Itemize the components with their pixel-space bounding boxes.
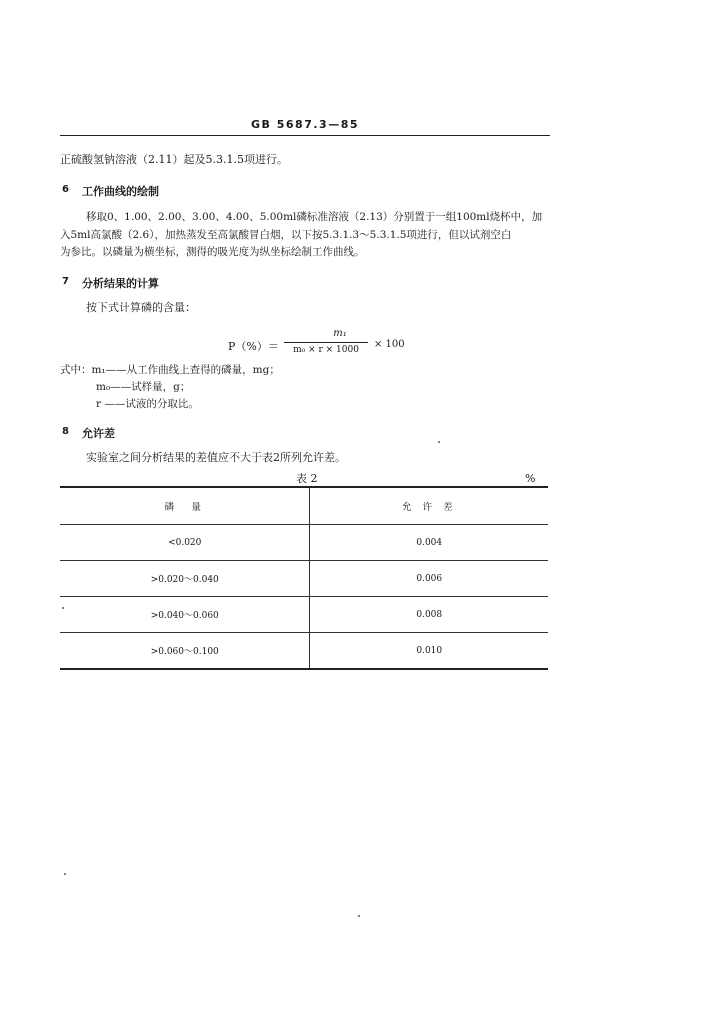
- formula-denominator: m₀ × r × 1000: [293, 345, 359, 355]
- section-8-intro: 实验室之间分析结果的差值应不大于表2所列允许差。: [86, 451, 346, 464]
- section-6-line-1: 移取0、1.00、2.00、3.00、4.00、5.00ml磷标准溶液（2.13）分别置于一组100ml烧杯中，加: [86, 211, 543, 223]
- section-6-line-3: 为参比。以磷量为横坐标，测得的吸光度为纵坐标绘制工作曲线。: [60, 246, 365, 258]
- scan-speck: [62, 607, 64, 609]
- table-row: [60, 633, 548, 670]
- cell-tolerance: 0.006: [310, 561, 548, 597]
- section-7-intro: 按下式计算磷的含量：: [86, 301, 196, 314]
- cell-tolerance: 0.004: [310, 525, 548, 561]
- section-7-title: 分析结果的计算: [82, 277, 159, 290]
- formula-numerator: m₁: [333, 328, 347, 339]
- section-7-number: 7: [62, 276, 69, 287]
- formula-fraction-bar: [284, 342, 368, 343]
- cell-tolerance: 0.008: [310, 597, 548, 633]
- table-row: [60, 561, 548, 597]
- header-rule: [60, 135, 550, 136]
- scan-speck: [358, 915, 360, 917]
- table-unit: %: [525, 472, 536, 485]
- table-caption: 表 2: [296, 472, 318, 485]
- table-row: [60, 525, 548, 561]
- cell-phosphorus-range: >0.040～0.060: [60, 597, 310, 633]
- scan-speck: [64, 873, 66, 875]
- cell-phosphorus-range: >0.020～0.040: [60, 561, 310, 597]
- definition-m0: m₀——试样量，g；: [96, 381, 191, 393]
- continuation-text: 正硫酸氢钠溶液（2.11）起及5.3.1.5项进行。: [60, 153, 288, 166]
- phosphorus-formula: [228, 328, 408, 362]
- tolerance-table: [60, 486, 548, 670]
- table-header-row: [60, 487, 548, 525]
- standard-code-header: GB 5687.3—85: [251, 118, 359, 131]
- cell-tolerance: 0.010: [310, 633, 548, 670]
- formula-rhs: × 100: [374, 339, 405, 350]
- section-6-title: 工作曲线的绘制: [82, 185, 159, 198]
- definition-m1: 式中：m₁——从工作曲线上查得的磷量，mg；: [60, 364, 280, 376]
- section-6-number: 6: [62, 184, 69, 195]
- section-8-number: 8: [62, 426, 69, 437]
- scan-speck: [438, 441, 440, 443]
- table-row: [60, 597, 548, 633]
- cell-phosphorus-range: <0.020: [60, 525, 310, 561]
- column-header-phosphorus: 磷 量: [60, 487, 310, 525]
- section-8-title: 允许差: [82, 427, 115, 440]
- column-header-tolerance: 允 许 差: [310, 487, 548, 525]
- formula-lhs: P（%）＝: [228, 340, 279, 353]
- section-6-line-2: 入5ml高氯酸（2.6），加热蒸发至高氯酸冒白烟，以下按5.3.1.3～5.3.1.5项进行，但以试剂空白: [60, 229, 512, 241]
- cell-phosphorus-range: >0.060～0.100: [60, 633, 310, 670]
- definition-r: r ——试液的分取比。: [96, 398, 199, 410]
